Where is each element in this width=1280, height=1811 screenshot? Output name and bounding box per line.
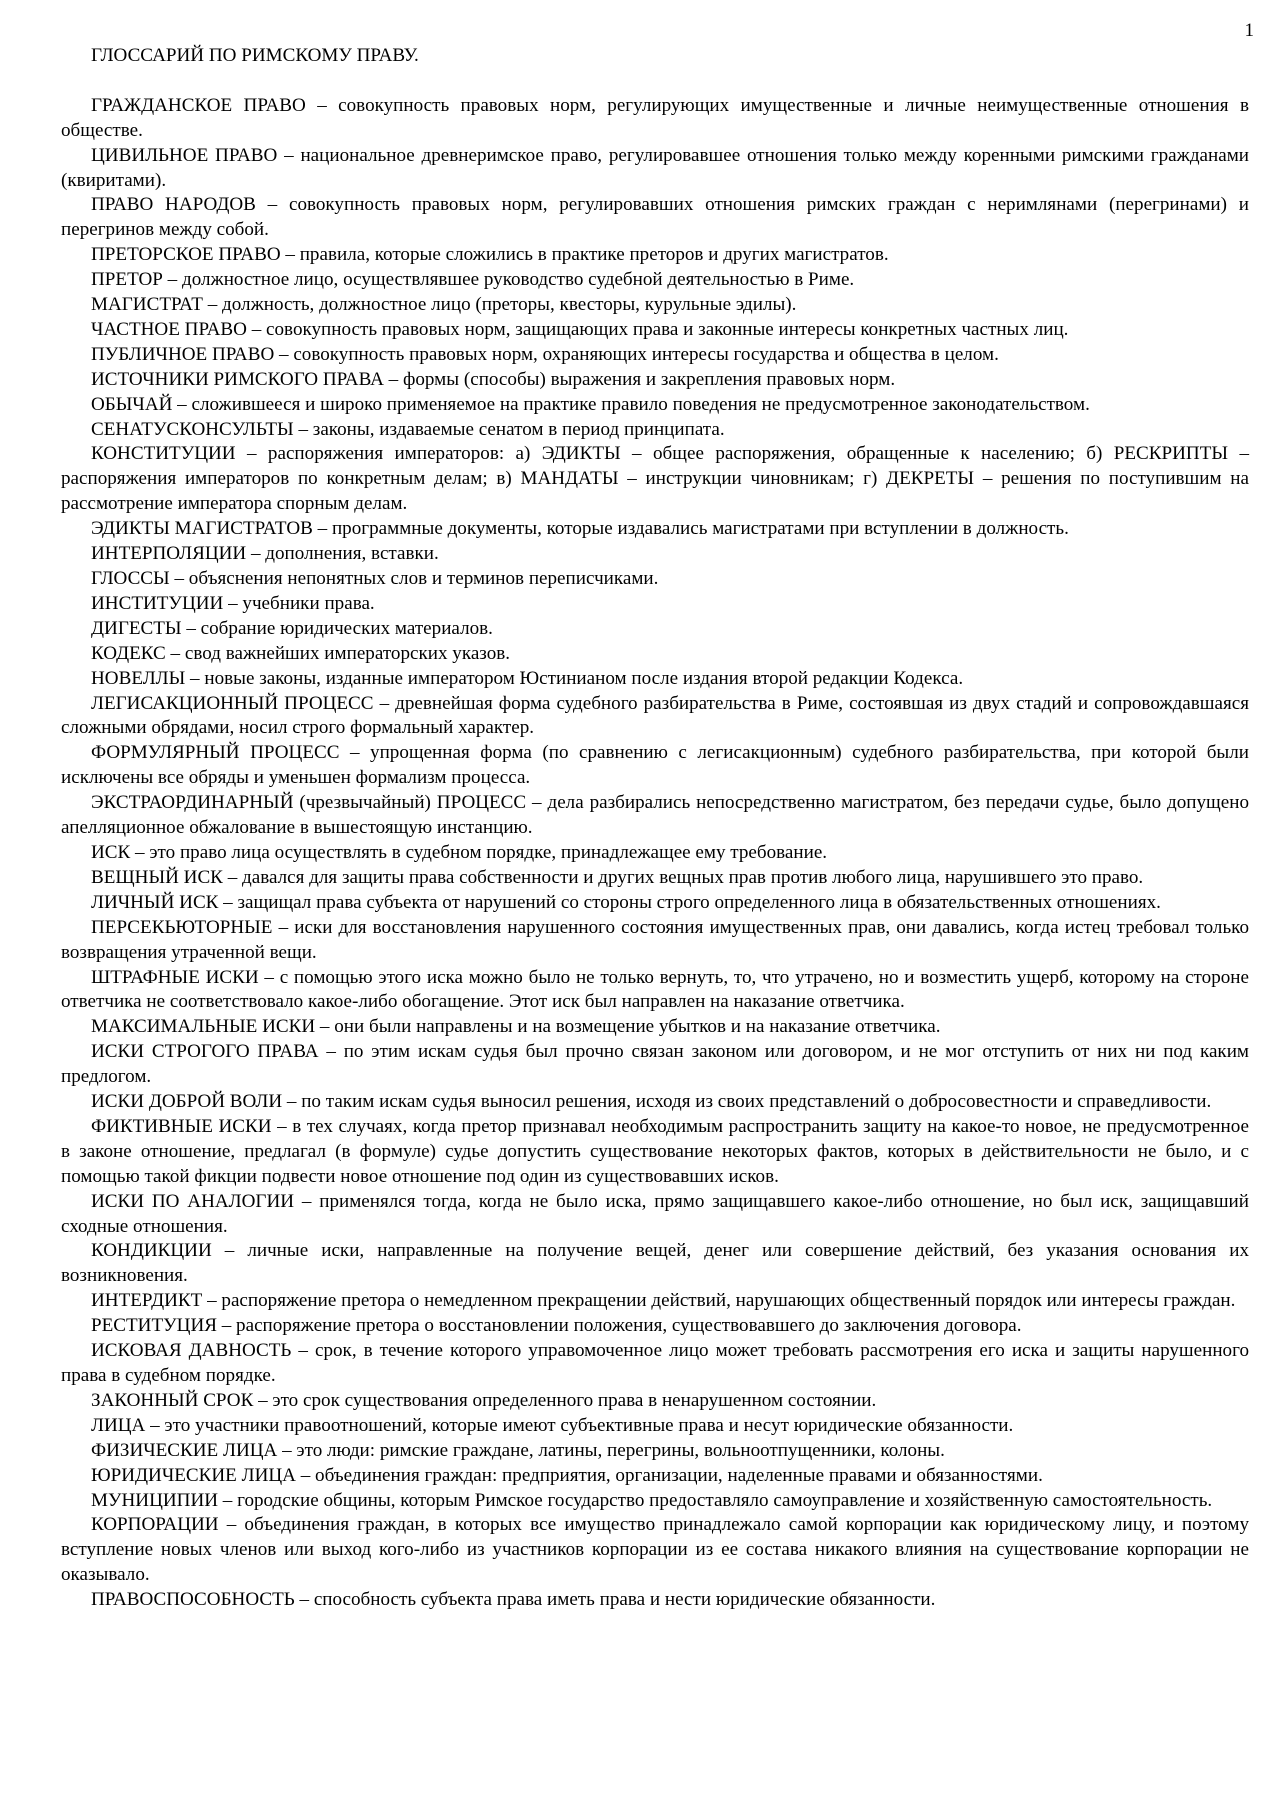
glossary-entry: ОБЫЧАЙ – сложившееся и широко применяемое на практике правило поведения не предусмотренное законодательством. [91,393,1090,415]
glossary-entry: ФИЗИЧЕСКИЕ ЛИЦА – это люди: римские граждане, латины, перегрины, вольноотпущенники, колоны. [91,1439,945,1461]
glossary-entry: ЦИВИЛЬНОЕ ПРАВО – национальное древнеримское право, регулировавшее отношения только между коренными римскими гражданами (квиритами). [61,144,1249,191]
glossary-entry: ИСКИ ПО АНАЛОГИИ – применялся тогда, когда не было иска, прямо защищавшего какое-либо отношение, но был иск, защищавший сходные отношения. [61,1190,1249,1237]
glossary-entry: ГЛОССЫ – объяснения непонятных слов и терминов переписчиками. [91,568,659,590]
glossary-entry: ПЕРСЕКЬЮТОРНЫЕ – иски для восстановления нарушенного состояния имущественных прав, они давались, когда истец требовал только возвращения утраченной вещи. [61,916,1249,963]
glossary-entry: НОВЕЛЛЫ – новые законы, изданные императором Юстинианом после издания второй редакции Кодекса. [91,667,964,689]
glossary-entry: ПРАВО НАРОДОВ – совокупность правовых норм, регулировавших отношения римских граждан с неримлянами (перегринами) и перегринов между собой. [61,194,1249,241]
glossary-entry: ИНТЕРПОЛЯЦИИ – дополнения, вставки. [91,543,439,565]
document-page [61,44,1249,1613]
glossary-entry: ГРАЖДАНСКОЕ ПРАВО – совокупность правовых норм, регулирующих имущественные и личные неимущественные отношения в обществе. [61,94,1249,141]
glossary-entry: ЗАКОННЫЙ СРОК – это срок существования определенного права в ненарушенном состоянии. [91,1389,877,1411]
glossary-entry: МАКСИМАЛЬНЫЕ ИСКИ – они были направлены и на возмещение убытков и на наказание ответчика. [91,1016,941,1038]
glossary-entry: ПУБЛИЧНОЕ ПРАВО – совокупность правовых норм, охраняющих интересы государства и общества в целом. [91,343,999,365]
glossary-entry: ЛИЧНЫЙ ИСК – защищал права субъекта от нарушений со стороны строго определенного лица в обязательственных отношениях. [91,891,1161,913]
glossary-entry: ФИКТИВНЫЕ ИСКИ – в тех случаях, когда претор признавал необходимым распространить защиту на какое-то новое, не предусмотренное в законе отношение, предлагал (в формуле) судье допустить существование некоторых фактов, которых в действительности не было, и с помощью такой фикции подвести новое отношение под один из существовавших исков. [61,1115,1249,1187]
glossary-entry: ИСКИ ДОБРОЙ ВОЛИ – по таким искам судья выносил решения, исходя из своих представлений о добросовестности и справедливости. [91,1091,1212,1113]
page-number: 1 [1244,20,1254,41]
glossary-entry: СЕНАТУСКОНСУЛЬТЫ – законы, издаваемые сенатом в период принципата. [91,418,725,440]
glossary-entry: КОНДИКЦИИ – личные иски, направленные на получение вещей, денег или совершение действий, без указания основания их возникновения. [61,1240,1249,1287]
glossary-entry: ФОРМУЛЯРНЫЙ ПРОЦЕСС – упрощенная форма (по сравнению с легисакционным) судебного разбирательства, при которой были исключены все обряды и уменьшен формализм процесса. [61,742,1249,789]
document-title: ГЛОССАРИЙ ПО РИМСКОМУ ПРАВУ. [91,45,419,66]
glossary-entry: КОРПОРАЦИИ – объединения граждан, в которых все имущество принадлежало самой корпорации как юридическому лицу, и поэтому вступление новых членов или выход кого-либо из участников корпорации из ее состава никакого влияния на существование корпорации не оказывало. [61,1514,1249,1586]
glossary-entry: ПРАВОСПОСОБНОСТЬ – способность субъекта права иметь права и нести юридические обязанности. [91,1589,936,1611]
glossary-entry: ВЕЩНЫЙ ИСК – давался для защиты права собственности и других вещных прав против любого лица, нарушившего это право. [91,866,1144,888]
glossary-entry: ЛИЦА – это участники правоотношений, которые имеют субъективные права и несут юридические обязанности. [91,1414,1014,1436]
glossary-entry: МУНИЦИПИИ – городские общины, которым Римское государство предоставляло самоуправление и хозяйственную самостоятельность. [91,1489,1213,1511]
glossary-entry: ДИГЕСТЫ – собрание юридических материалов. [91,617,493,639]
glossary-entry: КОНСТИТУЦИИ – распоряжения императоров: а) ЭДИКТЫ – общее распоряжения, обращенные к населению; б) РЕСКРИПТЫ – распоряжения императоров по конкретным делам; в) МАНДАТЫ – инструкции чиновникам; г) ДЕКРЕТЫ – решения по поступившим на рассмотрение императора спорным делам. [61,443,1249,515]
glossary-entry: ЭКСТРАОРДИНАРНЫЙ (чрезвычайный) ПРОЦЕСС – дела разбирались непосредственно магистратом, без передачи судье, было допущено апелляционное обжалование в вышестоящую инстанцию. [61,792,1249,839]
glossary-entry: КОДЕКС – свод важнейших императорских указов. [91,642,511,664]
glossary-entry: ЭДИКТЫ МАГИСТРАТОВ – программные документы, которые издавались магистратами при вступлении в должность. [91,518,1069,540]
glossary-entry: ИСКОВАЯ ДАВНОСТЬ – срок, в течение которого управомоченное лицо может требовать рассмотрения его иска и защиты нарушенного права в судебном порядке. [61,1340,1249,1387]
glossary-entry: ИНСТИТУЦИИ – учебники права. [91,592,375,614]
glossary-entry: ИСКИ СТРОГОГО ПРАВА – по этим искам судья был прочно связан законом или договором, и не мог отступить от них ни под каким предлогом. [61,1041,1249,1088]
glossary-entry: ЮРИДИЧЕСКИЕ ЛИЦА – объединения граждан: предприятия, организации, наделенные правами и обязанностями. [91,1464,1043,1486]
glossary-entry: ИСК – это право лица осуществлять в судебном порядке, принадлежащее ему требование. [91,841,828,863]
glossary-entry: РЕСТИТУЦИЯ – распоряжение претора о восстановлении положения, существовавшего до заключения договора. [91,1315,1022,1337]
glossary-entry: ПРЕТОРСКОЕ ПРАВО – правила, которые сложились в практике преторов и других магистратов. [91,244,889,266]
glossary-entry: ПРЕТОР – должностное лицо, осуществлявшее руководство судебной деятельностью в Риме. [91,269,855,291]
glossary-entry: ИНТЕРДИКТ – распоряжение претора о немедленном прекращении действий, нарушающих общественный порядок или интересы граждан. [91,1290,1236,1312]
glossary-entry: ШТРАФНЫЕ ИСКИ – с помощью этого иска можно было не только вернуть, то, что утрачено, но и возместить ущерб, которому на стороне ответчика не соответствовало какое-либо обогащение. Этот иск был направлен на наказание ответчика. [61,966,1249,1013]
glossary-entry: ЛЕГИСАКЦИОННЫЙ ПРОЦЕСС – древнейшая форма судебного разбирательства в Риме, состоявшая из двух стадий и сопровождавшаяся сложными обрядами, носил строго формальный характер. [61,692,1249,739]
glossary-entry: ЧАСТНОЕ ПРАВО – совокупность правовых норм, защищающих права и законные интересы конкретных частных лиц. [91,318,1069,340]
glossary-entry: МАГИСТРАТ – должность, должностное лицо (преторы, квесторы, курульные эдилы). [91,294,797,316]
glossary-entry: ИСТОЧНИКИ РИМСКОГО ПРАВА – формы (способы) выражения и закрепления правовых норм. [91,368,896,390]
glossary-list [61,94,1249,1613]
